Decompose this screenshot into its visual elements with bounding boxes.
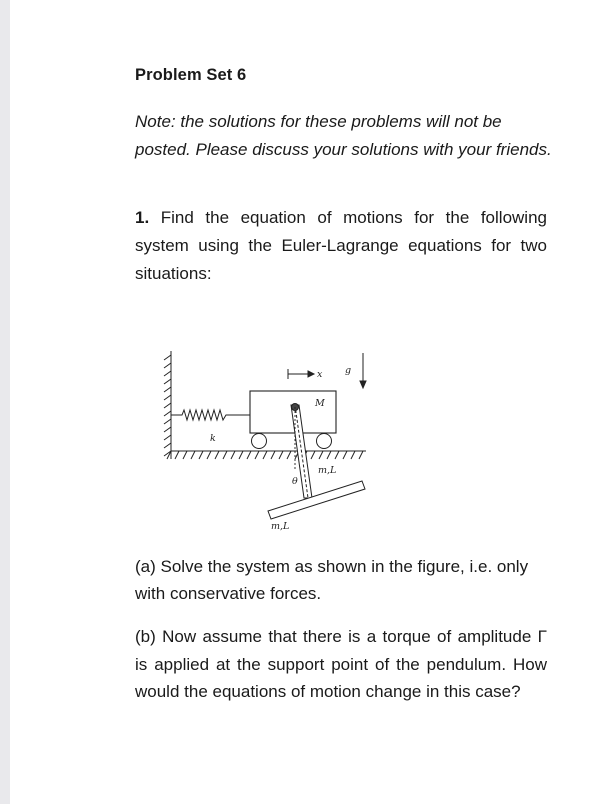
mechanics-figure	[158, 343, 370, 533]
x-arrow	[288, 369, 314, 379]
label-k: k	[210, 433, 216, 444]
label-M: M	[315, 398, 325, 409]
label-x: x	[317, 369, 323, 380]
note-paragraph: Note: the solutions for these problems will not be posted. Please discuss your solutions with your friends.	[135, 112, 552, 159]
problem-1-paragraph	[135, 204, 547, 288]
problem-set-title: Problem Set 6	[135, 66, 247, 84]
problem-1-text: Find the equation of motions for the following system using the Euler-Lagrange equations for two situations:	[135, 208, 547, 283]
g-arrow	[360, 353, 366, 388]
left-wall	[164, 351, 171, 459]
problem-1-number: 1.	[135, 208, 150, 227]
spring-cart-pendulum-diagram	[158, 343, 370, 533]
label-theta: θ	[292, 476, 298, 487]
wheel-right	[317, 434, 332, 449]
wheel-left	[252, 434, 267, 449]
ground	[167, 451, 366, 459]
label-g: g	[345, 365, 352, 376]
label-mL-right: m,L	[318, 465, 337, 476]
spring	[171, 410, 250, 420]
pendulum-bar	[268, 481, 365, 519]
part-a-paragraph: (a) Solve the system as shown in the figure, i.e. only with conservative forces.	[135, 557, 529, 603]
part-b-paragraph: (b) Now assume that there is a torque of amplitude Γ is applied at the support point of the pendulum. How would the equations of motion change in this case?	[135, 627, 547, 701]
label-mL-bottom: m,L	[271, 521, 290, 532]
